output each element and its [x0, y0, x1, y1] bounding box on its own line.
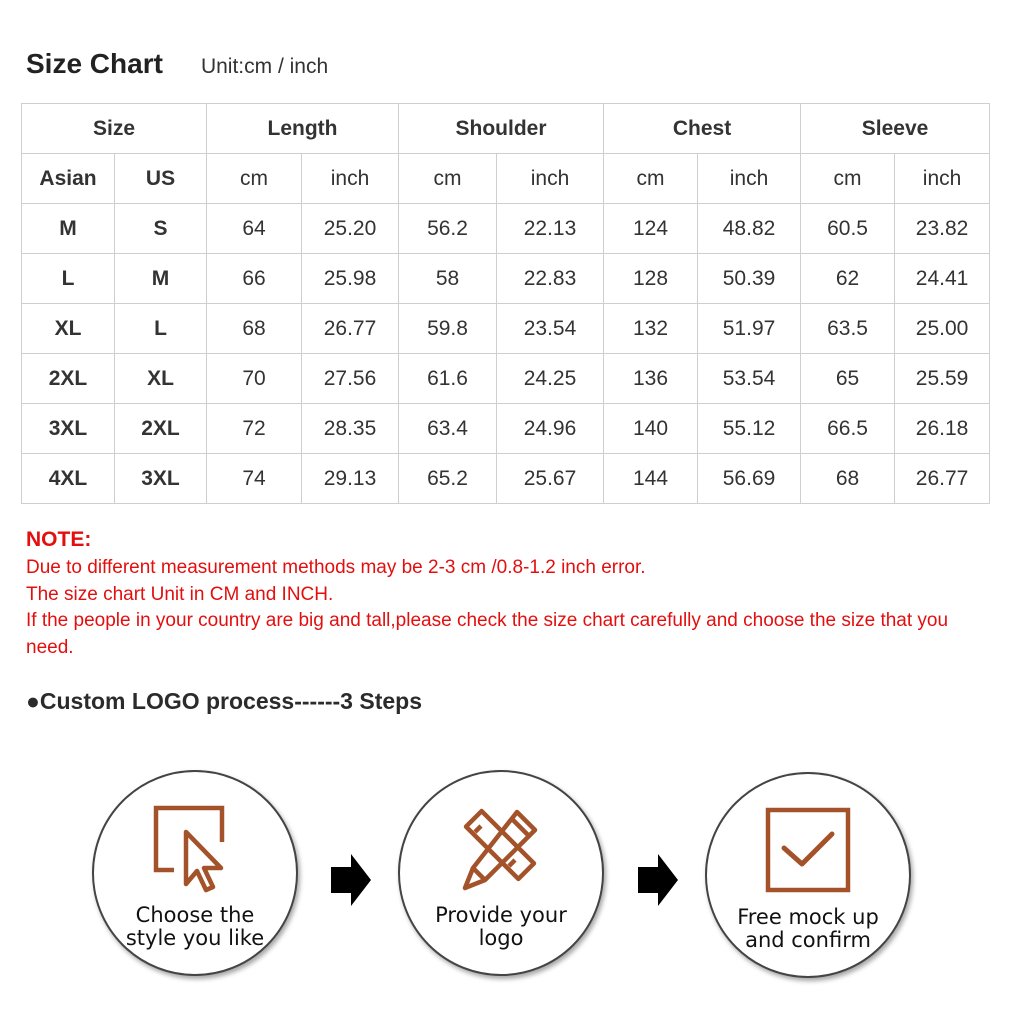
checkbox-icon [762, 804, 854, 896]
header-chest: Chest [604, 104, 801, 154]
cell-chest-cm: 132 [604, 304, 698, 354]
cell-chest-inch: 55.12 [698, 404, 801, 454]
cell-shoulder-cm: 59.8 [399, 304, 497, 354]
note-section [26, 528, 996, 661]
step-label: Free mock up and confirm [737, 905, 879, 952]
cell-us-size: L [115, 304, 207, 354]
header [26, 48, 328, 80]
note-line: The size chart Unit in CM and INCH. [26, 583, 334, 605]
table-row [22, 204, 990, 254]
cell-length-inch: 25.20 [302, 204, 399, 254]
cell-asian-size: XL [22, 304, 115, 354]
cell-length-cm: 68 [207, 304, 302, 354]
cell-length-inch: 25.98 [302, 254, 399, 304]
cell-asian-size: 3XL [22, 404, 115, 454]
pencil-ruler-icon [453, 802, 549, 898]
cell-us-size: 3XL [115, 454, 207, 504]
group-header-row [22, 104, 990, 154]
table-row [22, 454, 990, 504]
cell-us-size: XL [115, 354, 207, 404]
table-row [22, 354, 990, 404]
cell-shoulder-cm: 58 [399, 254, 497, 304]
cell-length-cm: 74 [207, 454, 302, 504]
cell-sleeve-cm: 63.5 [801, 304, 895, 354]
cell-chest-cm: 136 [604, 354, 698, 404]
cell-length-cm: 70 [207, 354, 302, 404]
cell-shoulder-inch: 25.67 [497, 454, 604, 504]
cell-shoulder-inch: 23.54 [497, 304, 604, 354]
cell-shoulder-cm: 65.2 [399, 454, 497, 504]
cell-chest-inch: 56.69 [698, 454, 801, 504]
header-size: Size [22, 104, 207, 154]
cell-sleeve-cm: 68 [801, 454, 895, 504]
table-row [22, 404, 990, 454]
step-provide-logo [398, 770, 604, 976]
cell-length-inch: 28.35 [302, 404, 399, 454]
cell-sleeve-cm: 62 [801, 254, 895, 304]
cell-sleeve-inch: 25.59 [895, 354, 990, 404]
cell-chest-cm: 144 [604, 454, 698, 504]
subheader-asian: Asian [22, 154, 115, 204]
page-title: Size Chart [26, 48, 163, 79]
subheader-cm: cm [801, 154, 895, 204]
table-row [22, 304, 990, 354]
cell-sleeve-cm: 60.5 [801, 204, 895, 254]
cell-asian-size: 4XL [22, 454, 115, 504]
subheader-cm: cm [604, 154, 698, 204]
cell-chest-cm: 128 [604, 254, 698, 304]
subheader-inch: inch [895, 154, 990, 204]
cell-chest-inch: 51.97 [698, 304, 801, 354]
step-label: Choose the style you like [125, 903, 265, 950]
cell-sleeve-inch: 25.00 [895, 304, 990, 354]
subheader-cm: cm [207, 154, 302, 204]
note-line: If the people in your country are big and tall,please check the size chart carefully and choose the size that you need. [26, 610, 949, 658]
unit-label: Unit:cm / inch [200, 55, 329, 78]
note-title: NOTE: [26, 528, 92, 551]
cell-length-inch: 26.77 [302, 304, 399, 354]
cell-us-size: M [115, 254, 207, 304]
cell-chest-inch: 53.54 [698, 354, 801, 404]
cell-shoulder-cm: 63.4 [399, 404, 497, 454]
cell-length-inch: 29.13 [302, 454, 399, 504]
cell-sleeve-cm: 65 [801, 354, 895, 404]
cell-sleeve-inch: 23.82 [895, 204, 990, 254]
process-title: ●Custom LOGO process------3 Steps [26, 688, 422, 714]
subheader-inch: inch [302, 154, 399, 204]
step-label: Provide your logo [435, 903, 567, 950]
subheader-us: US [115, 154, 207, 204]
cell-asian-size: L [22, 254, 115, 304]
cell-sleeve-cm: 66.5 [801, 404, 895, 454]
note-line: Due to different measurement methods may be 2-3 cm /0.8-1.2 inch error. [26, 557, 646, 578]
cell-sleeve-inch: 26.18 [895, 404, 990, 454]
cursor-click-icon [150, 802, 240, 894]
subheader-cm: cm [399, 154, 497, 204]
cell-us-size: 2XL [115, 404, 207, 454]
step-choose-style [92, 770, 298, 976]
size-chart-table [21, 103, 990, 504]
step-mockup-confirm [705, 772, 911, 978]
table-row [22, 254, 990, 304]
sub-header-row [22, 154, 990, 204]
cell-sleeve-inch: 26.77 [895, 454, 990, 504]
header-sleeve: Sleeve [801, 104, 990, 154]
cell-chest-cm: 124 [604, 204, 698, 254]
cell-shoulder-inch: 22.13 [497, 204, 604, 254]
header-shoulder: Shoulder [399, 104, 604, 154]
cell-shoulder-inch: 24.25 [497, 354, 604, 404]
cell-sleeve-inch: 24.41 [895, 254, 990, 304]
cell-shoulder-inch: 22.83 [497, 254, 604, 304]
cell-shoulder-inch: 24.96 [497, 404, 604, 454]
cell-length-cm: 66 [207, 254, 302, 304]
cell-chest-inch: 48.82 [698, 204, 801, 254]
cell-chest-cm: 140 [604, 404, 698, 454]
cell-shoulder-cm: 61.6 [399, 354, 497, 404]
cell-length-inch: 27.56 [302, 354, 399, 404]
cell-chest-inch: 50.39 [698, 254, 801, 304]
arrow-right-icon [329, 852, 373, 908]
cell-shoulder-cm: 56.2 [399, 204, 497, 254]
subheader-inch: inch [698, 154, 801, 204]
cell-asian-size: 2XL [22, 354, 115, 404]
cell-asian-size: M [22, 204, 115, 254]
cell-us-size: S [115, 204, 207, 254]
cell-length-cm: 72 [207, 404, 302, 454]
header-length: Length [207, 104, 399, 154]
subheader-inch: inch [497, 154, 604, 204]
cell-length-cm: 64 [207, 204, 302, 254]
arrow-right-icon [636, 852, 680, 908]
